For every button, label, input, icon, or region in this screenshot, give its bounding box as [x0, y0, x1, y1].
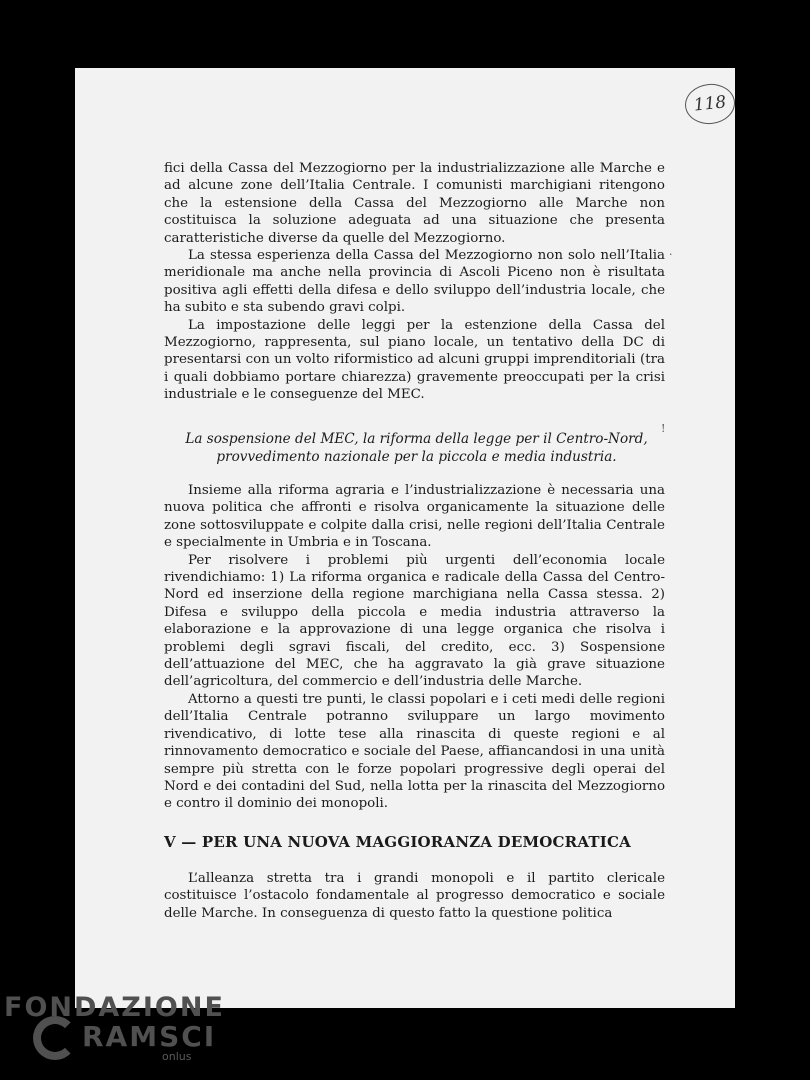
paragraph: Per risolvere i problemi più urgenti dell’economia locale rivendichiamo: 1) La riforma organica e radicale della Cassa del Centro-Nord ed inserzione della regione marchigiana nella Cassa stessa. 2) Difesa e sviluppo della piccola e media industria attraverso la elaborazione e la approvazione di una legge organica che risolva i problemi degli sgravi fiscali, del credito, ecc. 3) Sospensione dell’attuazione del MEC, che ha aggravato la già grave situazione dell’agricoltura, del commercio e dell’industria delle Marche.: [164, 552, 665, 690]
fondazione-gramsci-watermark: [0, 992, 230, 1072]
watermark-line1: FONDAZIONE: [4, 992, 225, 1023]
text-block-bottom: [164, 870, 665, 922]
paragraph: La stessa esperienza della Cassa del Mezzogiorno non solo nell’Italia meridionale ma anche nella provincia di Ascoli Piceno non è risultata positiva agli effetti della difesa e dello sviluppo dell’industria locale, che ha subito e sta subendo gravi colpi.: [164, 248, 665, 316]
paragraph: Insieme alla riforma agraria e l’industrializzazione è necessaria una nuova politica che affronti e risolva organicamente la situazione delle zone sottosviluppate e colpite dalla crisi, nelle regioni dell’Italia Centrale e specialmente in Umbria e in Toscana.: [164, 483, 665, 551]
text-block-middle: [164, 482, 665, 813]
watermark-g-logo-icon: [33, 1016, 77, 1060]
italic-section-heading: [164, 430, 669, 466]
watermark-line2: RAMSCI: [82, 1020, 217, 1053]
document-page: [75, 68, 735, 1008]
italic-heading-line: provvedimento nazionale per la piccola e media industria.: [216, 449, 617, 465]
watermark-line3: onlus: [162, 1050, 192, 1063]
section-heading: V — PER UNA NUOVA MAGGIORANZA DEMOCRATICA: [164, 833, 631, 851]
paragraph: L’alleanza stretta tra i grandi monopoli e il partito clericale costituisce l’ostacolo fondamentale al progresso democratico e sociale delle Marche. In conseguenza di questo fatto la questione politica: [164, 871, 665, 921]
handwritten-page-number: 118: [683, 81, 737, 126]
stray-dot: ·: [669, 248, 673, 261]
stray-mark: !: [661, 422, 666, 435]
paragraph: fici della Cassa del Mezzogiorno per la industrializzazione alle Marche e ad alcune zone dell’Italia Centrale. I comunisti marchigiani ritengono che la estensione della Cassa del Mezzogiorno alle Marche non costituisca la soluzione adeguata ad una situazione che presenta caratteristiche diverse da quelle del Mezzogiorno.: [164, 161, 665, 246]
text-block-top: [164, 160, 665, 404]
paragraph: Attorno a questi tre punti, le classi popolari e i ceti medi delle regioni dell’Italia Centrale potranno sviluppare un largo movimento rivendicativo, di lotte tese alla rinascita di queste regioni e al rinnovamento democratico e sociale del Paese, affiancandosi in una unità sempre più stretta con le forze popolari progressive degli operai del Nord e dei contadini del Sud, nella lotta per la rinascita del Mezzogiorno e contro il dominio dei monopoli.: [164, 691, 665, 812]
paragraph: La impostazione delle leggi per la estenzione della Cassa del Mezzogiorno, rappresenta, sul piano locale, un tentativo della DC di presentarsi con un volto riformistico ad alcuni gruppi imprenditoriali (tra i quali dobbiamo portare chiarezza) gravemente preoccupati per la crisi industriale e le conseguenze del MEC.: [164, 317, 665, 403]
italic-heading-line: La sospensione del MEC, la riforma della legge per il Centro-Nord,: [185, 431, 648, 447]
